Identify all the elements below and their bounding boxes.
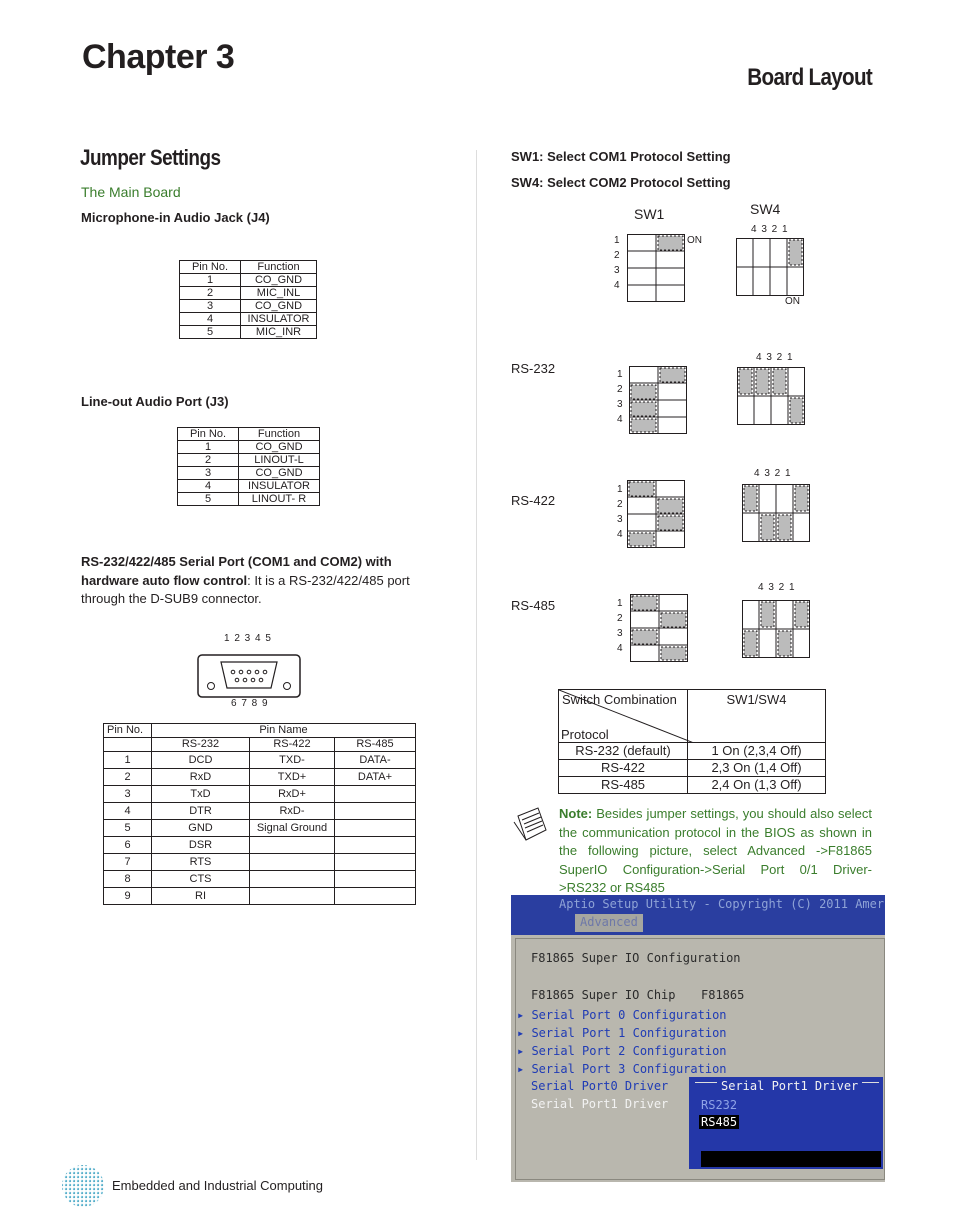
sw1-numbers [617, 482, 623, 542]
sw-number: 4 [617, 529, 623, 540]
table-cell: 3 [180, 300, 241, 313]
table-cell: 2,3 On (1,4 Off) [688, 760, 826, 777]
table-cell [250, 854, 335, 871]
table-cell [250, 837, 335, 854]
col-header: RS-422 [250, 738, 335, 752]
sw4-label: SW4 [750, 201, 781, 217]
bios-tab-advanced[interactable]: Advanced [580, 915, 638, 929]
sw4-numbers: 4 3 2 1 [751, 224, 789, 235]
table-cell: CTS [152, 871, 250, 888]
serial-title-2: hardware auto flow control [81, 572, 248, 588]
bios-menu-label: Serial Port 1 Configuration [531, 1026, 727, 1040]
sw1-numbers [617, 596, 623, 656]
combo-header-right: SW1/SW4 [688, 690, 826, 743]
bios-popup-title: Serial Port1 Driver [717, 1079, 862, 1093]
table-cell: DATA- [335, 752, 416, 769]
serial-pin-table [103, 723, 416, 905]
serial-title-1: RS-232/422/485 Serial Port (COM1 and COM2) with [81, 554, 392, 569]
col-header: RS-232 [152, 738, 250, 752]
sw1-on-label: ON [687, 235, 702, 246]
serial-desc-2: through the D-SUB9 connector. [81, 591, 262, 606]
table-cell [250, 871, 335, 888]
table-cell [335, 888, 416, 905]
table-cell: RS-422 [559, 760, 688, 777]
table-cell: INSULATOR [241, 313, 317, 326]
sw4-rs232-diagram [737, 367, 805, 425]
table-cell: DSR [152, 837, 250, 854]
table-cell: Signal Ground [250, 820, 335, 837]
bios-heading: F81865 Super IO Configuration [531, 951, 741, 965]
sw4-numbers: 4 3 2 1 [756, 352, 794, 363]
sw4-title: SW4: Select COM2 Protocol Setting [511, 175, 731, 190]
bios-title: Aptio Setup Utility - Copyright (C) 2011 Amer [559, 897, 885, 911]
sw1-numbers [614, 233, 620, 293]
sw4-on-label: ON [785, 296, 800, 307]
combo-header-top: Switch Combination [562, 692, 677, 707]
col-header: Pin No. [104, 724, 152, 738]
sw4-diagram [736, 238, 804, 296]
table-cell: 4 [180, 313, 241, 326]
table-cell: 2 [180, 287, 241, 300]
bios-popup-bottom [701, 1151, 881, 1167]
bios-menu-label: Serial Port 2 Configuration [531, 1044, 727, 1058]
table-cell [335, 854, 416, 871]
col-header: Pin No. [178, 428, 239, 441]
table-cell: 2 [104, 769, 152, 786]
table-cell: LINOUT- R [239, 493, 320, 506]
bios-menu-item[interactable]: ▸ Serial Port 3 Configuration [517, 1062, 727, 1076]
col-header: RS-485 [335, 738, 416, 752]
table-cell: TXD- [250, 752, 335, 769]
table-cell [335, 803, 416, 820]
sw-number: 3 [617, 399, 623, 410]
table-cell [335, 837, 416, 854]
bios-option-rs485[interactable]: RS485 [701, 1115, 738, 1129]
table-cell: 1 [178, 441, 239, 454]
column-divider [476, 150, 477, 1160]
sw-number: 3 [617, 628, 623, 639]
sw4-numbers: 4 3 2 1 [754, 468, 792, 479]
sw-number: 4 [617, 414, 623, 425]
table-cell: 2 [178, 454, 239, 467]
table-cell: GND [152, 820, 250, 837]
sw1-rs485-diagram [630, 594, 688, 662]
company-logo-icon [60, 1163, 106, 1209]
rs485-label: RS-485 [511, 598, 556, 613]
col-header: Pin Name [152, 724, 416, 738]
table-cell: CO_GND [241, 300, 317, 313]
jumper-settings-heading: Jumper Settings [80, 145, 221, 170]
table-cell: 2,4 On (1,3 Off) [688, 777, 826, 794]
table-cell: 3 [178, 467, 239, 480]
table-cell: CO_GND [241, 274, 317, 287]
table-cell: RxD [152, 769, 250, 786]
table-cell: CO_GND [239, 441, 320, 454]
sw-number: 3 [614, 265, 620, 276]
table-cell: 5 [104, 820, 152, 837]
bios-menu [517, 1006, 727, 1078]
rs232-label: RS-232 [511, 361, 556, 376]
col-header: Function [241, 261, 317, 274]
table-cell: MIC_INR [241, 326, 317, 339]
sw-number: 2 [614, 250, 620, 261]
serial-desc-1: : It is a RS-232/422/485 port [247, 572, 410, 588]
bios-screenshot [511, 895, 885, 1182]
note-icon [512, 806, 548, 844]
main-board-subheading: The Main Board [81, 184, 181, 200]
bios-menu-label: Serial Port 0 Configuration [531, 1008, 727, 1022]
table-cell: RxD+ [250, 786, 335, 803]
lineout-title: Line-out Audio Port (J3) [81, 394, 229, 409]
table-cell: 5 [180, 326, 241, 339]
sw-number: 4 [614, 280, 620, 291]
sw4-numbers: 4 3 2 1 [758, 582, 796, 593]
sw1-label: SW1 [634, 206, 665, 222]
combo-header-cell [559, 690, 688, 743]
table-cell: DATA+ [335, 769, 416, 786]
table-cell: CO_GND [239, 467, 320, 480]
bios-menu-item[interactable]: ▸ Serial Port 2 Configuration [517, 1044, 727, 1058]
table-cell: RxD- [250, 803, 335, 820]
table-cell: 8 [104, 871, 152, 888]
sw-number: 4 [617, 643, 623, 654]
bios-chip-value: F81865 [701, 988, 745, 1002]
section-title: Board Layout [747, 64, 872, 91]
table-cell: 5 [178, 493, 239, 506]
sw-number: 1 [617, 369, 623, 380]
bios-menu-item[interactable]: ▸ Serial Port 0 Configuration [517, 1008, 727, 1022]
table-cell: 9 [104, 888, 152, 905]
footer-text: Embedded and Industrial Computing [112, 1178, 324, 1193]
table-cell [335, 786, 416, 803]
sw1-rs422-diagram [627, 480, 685, 548]
bios-chip-label: F81865 Super IO Chip [531, 988, 676, 1002]
sw-number: 1 [617, 598, 623, 609]
sw1-rs232-diagram [629, 366, 687, 434]
note-text: Besides jumper settings, you should also select the communication protocol in the BIOS as shown in the following picture, select Advanced ->F81865 SuperIO Configuration->Serial Port 0/1 Driver->RS232 or RS485 [559, 806, 872, 895]
sw-number: 3 [617, 514, 623, 525]
note-label: Note: [559, 806, 593, 821]
table-cell: DTR [152, 803, 250, 820]
sw-number: 1 [614, 235, 620, 246]
db9-top-pins: 1 2 3 4 5 [224, 633, 272, 644]
mic-title: Microphone-in Audio Jack (J4) [81, 210, 270, 225]
table-cell: TxD [152, 786, 250, 803]
table-cell: 6 [104, 837, 152, 854]
sw-number: 2 [617, 499, 623, 510]
table-cell: 7 [104, 854, 152, 871]
lineout-pin-table [177, 427, 320, 506]
bios-option-rs232[interactable]: RS232 [701, 1098, 738, 1112]
mic-pin-table [179, 260, 317, 339]
table-cell: RTS [152, 854, 250, 871]
switch-combination-table [558, 689, 826, 794]
table-cell: TXD+ [250, 769, 335, 786]
bios-driver0[interactable]: Serial Port0 Driver [531, 1079, 669, 1093]
table-cell [335, 871, 416, 888]
sw-number: 1 [617, 484, 623, 495]
table-cell: INSULATOR [239, 480, 320, 493]
serial-description [81, 553, 451, 609]
note-paragraph [559, 805, 872, 898]
table-cell [250, 888, 335, 905]
table-cell: RS-232 (default) [559, 743, 688, 760]
table-cell: 4 [104, 803, 152, 820]
table-cell: 3 [104, 786, 152, 803]
chapter-title: Chapter 3 [82, 38, 235, 76]
col-header: Pin No. [180, 261, 241, 274]
bios-driver1[interactable]: Serial Port1 Driver [531, 1097, 669, 1111]
sw1-numbers [617, 367, 623, 427]
sw1-title: SW1: Select COM1 Protocol Setting [511, 149, 731, 164]
table-cell: RI [152, 888, 250, 905]
db9-connector-icon [197, 654, 301, 698]
sw-number: 2 [617, 613, 623, 624]
table-cell: DCD [152, 752, 250, 769]
sw4-rs485-diagram [742, 600, 810, 658]
table-cell: 1 On (2,3,4 Off) [688, 743, 826, 760]
bios-menu-item[interactable]: ▸ Serial Port 1 Configuration [517, 1026, 727, 1040]
table-cell: 4 [178, 480, 239, 493]
sw4-rs422-diagram [742, 484, 810, 542]
sw1-diagram [627, 234, 685, 302]
bios-menu-label: Serial Port 3 Configuration [531, 1062, 727, 1076]
table-cell: MIC_INL [241, 287, 317, 300]
table-cell: 1 [180, 274, 241, 287]
table-cell [104, 738, 152, 752]
table-cell [335, 820, 416, 837]
table-cell: RS-485 [559, 777, 688, 794]
table-cell: 1 [104, 752, 152, 769]
sw-number: 2 [617, 384, 623, 395]
combo-header-bottom: Protocol [561, 727, 609, 742]
col-header: Function [239, 428, 320, 441]
rs422-label: RS-422 [511, 493, 556, 508]
table-cell: LINOUT-L [239, 454, 320, 467]
db9-bottom-pins: 6 7 8 9 [231, 698, 269, 709]
